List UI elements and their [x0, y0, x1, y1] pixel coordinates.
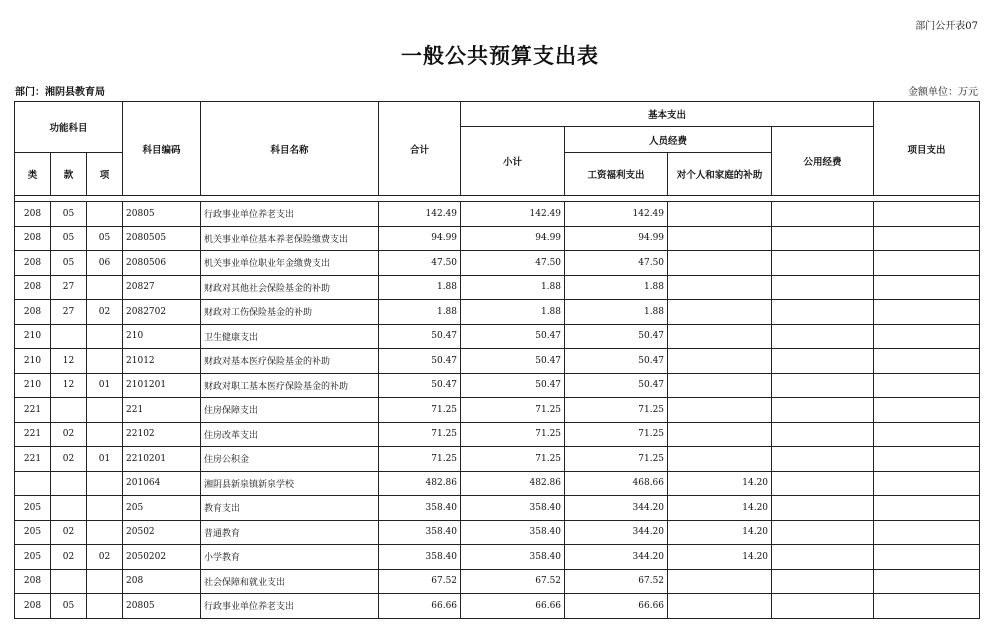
cell-lei: 208 [15, 251, 51, 276]
cell-lei: 208 [15, 569, 51, 594]
cell-project [874, 422, 980, 447]
table-row [15, 226, 980, 251]
cell-project [874, 300, 980, 325]
cell-salary: 66.66 [565, 594, 668, 619]
cell-xiang [87, 398, 123, 423]
header-function-subject: 功能科目 [15, 102, 123, 153]
cell-subject-name: 财政对基本医疗保险基金的补助 [201, 349, 379, 374]
table-body [15, 202, 980, 619]
cell-subsidy [668, 594, 772, 619]
cell-public-funds [772, 202, 874, 227]
cell-subtotal: 47.50 [461, 251, 565, 276]
table-row [15, 202, 980, 227]
cell-kuan: 27 [51, 300, 87, 325]
cell-total: 94.99 [379, 226, 461, 251]
table-row [15, 496, 980, 521]
cell-subtotal: 50.47 [461, 373, 565, 398]
cell-kuan: 27 [51, 275, 87, 300]
cell-subtotal: 71.25 [461, 398, 565, 423]
header-salary-welfare: 工资福利支出 [565, 153, 668, 196]
cell-salary: 50.47 [565, 373, 668, 398]
cell-project [874, 251, 980, 276]
cell-subtotal: 1.88 [461, 275, 565, 300]
table-row [15, 545, 980, 570]
cell-salary: 344.20 [565, 496, 668, 521]
header-public-funds: 公用经费 [772, 127, 874, 196]
cell-subsidy: 14.20 [668, 520, 772, 545]
cell-kuan: 02 [51, 447, 87, 472]
cell-total: 50.47 [379, 349, 461, 374]
cell-subject-code: 20805 [123, 202, 201, 227]
cell-subsidy [668, 275, 772, 300]
header-subject-name: 科目名称 [201, 102, 379, 196]
cell-lei: 208 [15, 275, 51, 300]
table-code: 部门公开表07 [915, 21, 978, 32]
cell-subsidy [668, 422, 772, 447]
cell-public-funds [772, 594, 874, 619]
header-subject-code: 科目编码 [123, 102, 201, 196]
cell-subsidy [668, 324, 772, 349]
header-household-subsidy: 对个人和家庭的补助 [668, 153, 772, 196]
cell-salary: 50.47 [565, 349, 668, 374]
table-row [15, 594, 980, 619]
cell-subject-code: 210 [123, 324, 201, 349]
cell-subsidy [668, 251, 772, 276]
cell-subtotal: 50.47 [461, 324, 565, 349]
cell-public-funds [772, 520, 874, 545]
cell-subject-name: 住房改革支出 [201, 422, 379, 447]
cell-lei [15, 471, 51, 496]
cell-subtotal: 67.52 [461, 569, 565, 594]
cell-project [874, 545, 980, 570]
cell-total: 358.40 [379, 545, 461, 570]
cell-subtotal: 94.99 [461, 226, 565, 251]
cell-lei: 210 [15, 324, 51, 349]
cell-public-funds [772, 471, 874, 496]
cell-total: 142.49 [379, 202, 461, 227]
cell-lei: 221 [15, 422, 51, 447]
cell-salary: 71.25 [565, 422, 668, 447]
cell-kuan: 02 [51, 520, 87, 545]
cell-public-funds [772, 226, 874, 251]
cell-subject-name: 小学教育 [201, 545, 379, 570]
cell-subject-name: 教育支出 [201, 496, 379, 521]
cell-kuan [51, 569, 87, 594]
cell-subtotal: 358.40 [461, 520, 565, 545]
cell-subject-code: 20502 [123, 520, 201, 545]
header-subtotal: 小计 [461, 127, 565, 196]
cell-subtotal: 66.66 [461, 594, 565, 619]
table-row [15, 398, 980, 423]
table-row [15, 422, 980, 447]
cell-subject-name: 普通教育 [201, 520, 379, 545]
cell-subject-name: 住房保障支出 [201, 398, 379, 423]
cell-project [874, 324, 980, 349]
cell-kuan [51, 324, 87, 349]
cell-subject-code: 201064 [123, 471, 201, 496]
cell-kuan: 05 [51, 202, 87, 227]
cell-kuan [51, 496, 87, 521]
cell-subject-code: 221 [123, 398, 201, 423]
table-row [15, 520, 980, 545]
cell-public-funds [772, 275, 874, 300]
cell-subject-code: 21012 [123, 349, 201, 374]
cell-project [874, 398, 980, 423]
cell-xiang: 01 [87, 447, 123, 472]
cell-salary: 71.25 [565, 447, 668, 472]
cell-lei: 208 [15, 594, 51, 619]
cell-xiang [87, 275, 123, 300]
cell-xiang [87, 594, 123, 619]
header-personnel-funds: 人员经费 [565, 127, 772, 153]
cell-lei: 221 [15, 447, 51, 472]
cell-project [874, 496, 980, 521]
cell-xiang [87, 202, 123, 227]
cell-subject-name: 机关事业单位职业年金缴费支出 [201, 251, 379, 276]
cell-xiang [87, 471, 123, 496]
cell-project [874, 226, 980, 251]
cell-kuan: 12 [51, 373, 87, 398]
cell-subject-name: 行政事业单位养老支出 [201, 202, 379, 227]
cell-subject-name: 财政对工伤保险基金的补助 [201, 300, 379, 325]
header-total: 合计 [379, 102, 461, 196]
cell-subject-code: 2101201 [123, 373, 201, 398]
cell-lei: 210 [15, 373, 51, 398]
cell-subject-code: 205 [123, 496, 201, 521]
cell-subsidy [668, 300, 772, 325]
cell-kuan: 02 [51, 422, 87, 447]
table-row [15, 300, 980, 325]
cell-xiang: 01 [87, 373, 123, 398]
cell-xiang [87, 496, 123, 521]
cell-total: 1.88 [379, 300, 461, 325]
cell-public-funds [772, 349, 874, 374]
cell-lei: 208 [15, 202, 51, 227]
cell-subtotal: 142.49 [461, 202, 565, 227]
cell-subsidy: 14.20 [668, 545, 772, 570]
cell-project [874, 520, 980, 545]
cell-subsidy [668, 349, 772, 374]
cell-subject-code: 2050202 [123, 545, 201, 570]
header-basic-expenditure: 基本支出 [461, 102, 874, 127]
cell-lei: 221 [15, 398, 51, 423]
cell-subsidy [668, 226, 772, 251]
cell-subtotal: 358.40 [461, 496, 565, 521]
cell-kuan: 02 [51, 545, 87, 570]
cell-subject-code: 2080506 [123, 251, 201, 276]
cell-subject-code: 208 [123, 569, 201, 594]
cell-kuan: 05 [51, 251, 87, 276]
cell-project [874, 202, 980, 227]
cell-subject-code: 20805 [123, 594, 201, 619]
cell-xiang [87, 349, 123, 374]
cell-lei: 205 [15, 545, 51, 570]
cell-subject-name: 住房公积金 [201, 447, 379, 472]
cell-lei: 208 [15, 226, 51, 251]
cell-subsidy [668, 569, 772, 594]
page-title: 一般公共预算支出表 [401, 43, 599, 68]
cell-xiang [87, 569, 123, 594]
header-lei: 类 [15, 153, 51, 196]
cell-kuan [51, 398, 87, 423]
cell-subject-name: 湘阴县新泉镇新泉学校 [201, 471, 379, 496]
cell-subtotal: 482.86 [461, 471, 565, 496]
cell-subject-name: 行政事业单位养老支出 [201, 594, 379, 619]
table-row [15, 275, 980, 300]
cell-subject-name: 财政对其他社会保险基金的补助 [201, 275, 379, 300]
cell-subject-code: 2210201 [123, 447, 201, 472]
cell-salary: 1.88 [565, 300, 668, 325]
cell-total: 1.88 [379, 275, 461, 300]
cell-total: 71.25 [379, 447, 461, 472]
cell-salary: 94.99 [565, 226, 668, 251]
cell-xiang: 02 [87, 300, 123, 325]
table-row [15, 251, 980, 276]
cell-salary: 468.66 [565, 471, 668, 496]
cell-project [874, 373, 980, 398]
cell-subsidy [668, 398, 772, 423]
cell-kuan: 05 [51, 226, 87, 251]
cell-project [874, 275, 980, 300]
amount-unit-label: 金额单位：万元 [908, 87, 978, 98]
cell-subject-code: 2082702 [123, 300, 201, 325]
cell-lei: 210 [15, 349, 51, 374]
cell-total: 71.25 [379, 422, 461, 447]
cell-subsidy: 14.20 [668, 496, 772, 521]
cell-subsidy [668, 447, 772, 472]
cell-public-funds [772, 373, 874, 398]
cell-public-funds [772, 398, 874, 423]
cell-project [874, 594, 980, 619]
cell-salary: 1.88 [565, 275, 668, 300]
table-row [15, 569, 980, 594]
header-xiang: 项 [87, 153, 123, 196]
cell-salary: 142.49 [565, 202, 668, 227]
table-row [15, 471, 980, 496]
cell-xiang [87, 520, 123, 545]
cell-total: 50.47 [379, 373, 461, 398]
cell-total: 358.40 [379, 520, 461, 545]
cell-public-funds [772, 496, 874, 521]
cell-subject-name: 财政对职工基本医疗保险基金的补助 [201, 373, 379, 398]
cell-subject-name: 社会保障和就业支出 [201, 569, 379, 594]
cell-project [874, 471, 980, 496]
cell-subject-code: 20827 [123, 275, 201, 300]
cell-subsidy: 14.20 [668, 471, 772, 496]
cell-subject-code: 22102 [123, 422, 201, 447]
cell-xiang: 06 [87, 251, 123, 276]
cell-xiang [87, 324, 123, 349]
cell-xiang: 02 [87, 545, 123, 570]
cell-total: 50.47 [379, 324, 461, 349]
budget-table [14, 101, 980, 619]
cell-public-funds [772, 422, 874, 447]
cell-salary: 344.20 [565, 545, 668, 570]
cell-public-funds [772, 569, 874, 594]
department-label: 部门：湘阴县教育局 [15, 87, 105, 98]
cell-kuan: 12 [51, 349, 87, 374]
cell-subtotal: 358.40 [461, 545, 565, 570]
cell-kuan: 05 [51, 594, 87, 619]
table-row [15, 447, 980, 472]
cell-subsidy [668, 373, 772, 398]
table-row [15, 349, 980, 374]
cell-public-funds [772, 251, 874, 276]
header-kuan: 款 [51, 153, 87, 196]
cell-subtotal: 50.47 [461, 349, 565, 374]
cell-xiang: 05 [87, 226, 123, 251]
cell-salary: 67.52 [565, 569, 668, 594]
cell-total: 66.66 [379, 594, 461, 619]
cell-salary: 50.47 [565, 324, 668, 349]
cell-total: 67.52 [379, 569, 461, 594]
cell-subsidy [668, 202, 772, 227]
cell-subject-name: 机关事业单位基本养老保险缴费支出 [201, 226, 379, 251]
cell-subtotal: 1.88 [461, 300, 565, 325]
cell-subject-name: 卫生健康支出 [201, 324, 379, 349]
cell-public-funds [772, 300, 874, 325]
cell-project [874, 349, 980, 374]
cell-subtotal: 71.25 [461, 447, 565, 472]
cell-total: 358.40 [379, 496, 461, 521]
cell-lei: 208 [15, 300, 51, 325]
cell-public-funds [772, 447, 874, 472]
cell-salary: 71.25 [565, 398, 668, 423]
cell-lei: 205 [15, 520, 51, 545]
cell-total: 482.86 [379, 471, 461, 496]
cell-public-funds [772, 545, 874, 570]
cell-total: 47.50 [379, 251, 461, 276]
header-project-expenditure: 项目支出 [874, 102, 980, 196]
cell-salary: 344.20 [565, 520, 668, 545]
cell-xiang [87, 422, 123, 447]
cell-project [874, 447, 980, 472]
cell-subtotal: 71.25 [461, 422, 565, 447]
cell-public-funds [772, 324, 874, 349]
cell-kuan [51, 471, 87, 496]
cell-salary: 47.50 [565, 251, 668, 276]
table-row [15, 373, 980, 398]
cell-total: 71.25 [379, 398, 461, 423]
table-row [15, 324, 980, 349]
cell-lei: 205 [15, 496, 51, 521]
cell-subject-code: 2080505 [123, 226, 201, 251]
cell-project [874, 569, 980, 594]
